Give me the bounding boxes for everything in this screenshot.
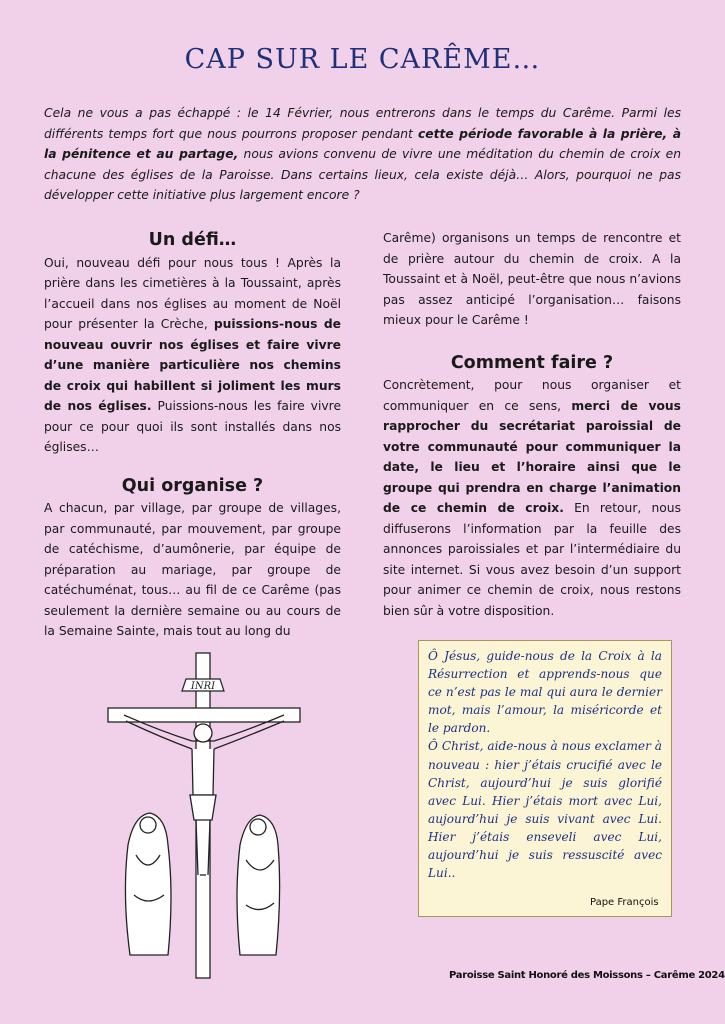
inri-label: INRI — [190, 681, 216, 692]
page-title: CAP SUR LE CARÊME… — [184, 44, 541, 75]
comment-paragraph: Concrètement, pour nous organiser et communiquer en ce sens, merci de vous rapprocher du secrétariat paroissial de votre communauté pour communiquer la date, le lieu et l’horaire ainsi que le groupe qui prendra en charge l’animation de ce chemin de croix. En retour, nous diffuserons l’information par la feuille des annonces paroissiales et par l’intermédiaire du site internet. Si vous avez besoin d’un support pour animer ce chemin de croix, nous restons bien sûr à votre disposition. — [383, 378, 681, 618]
column-left — [44, 230, 341, 642]
column-right — [383, 228, 681, 621]
qui-paragraph-continued: Carême) organisons un temps de rencontre et de prière autour du chemin de croix. A la Toussaint et à Noël, peut-être que nous n’avions pas assez anticipé l’organisation… faisons mieux pour le Carême ! — [383, 231, 681, 327]
crucifixion-illustration — [100, 645, 310, 990]
prayer-paragraph-1: Ô Jésus, guide-nous de la Croix à la Résurrection et apprends-nous que ce n’est pas le mal qui aura le dernier mot, mais l’amour, la miséricorde et le pardon. — [428, 649, 662, 736]
intro-paragraph: Cela ne vous a pas échappé : le 14 Février, nous entrerons dans le temps du Carême. Parmi les différents temps fort que nous pourrons proposer pendant cette période favorable à la prière, à la pénitence et au partage, nous avions convenu de vivre une méditation du chemin de croix en chacune des églises de la Paroisse. Dans certains lieux, cela existe déjà… Alors, pourquoi ne pas développer cette initiative plus largement encore ? — [44, 106, 681, 202]
heading-qui-organise: Qui organise ? — [121, 475, 264, 496]
footer: Paroisse Saint Honoré des Moissons – Carême 2024 — [449, 970, 725, 981]
qui-paragraph: A chacun, par village, par groupe de villages, par communauté, par mouvement, par groupe de catéchisme, d’aumônerie, par équipe de préparation au mariage, par groupe de catéchuménat, tous… au fil de ce Carême (pas seulement la dernière semaine ou au cours de la Semaine Sainte, mais tout au long du — [44, 501, 341, 638]
heading-comment-faire: Comment faire ? — [450, 352, 614, 373]
prayer-box — [418, 640, 672, 917]
defi-paragraph: Oui, nouveau défi pour nous tous ! Après la prière dans les cimetières à la Toussaint, après l’accueil dans nos églises au moment de Noël pour présenter la Crèche, puissions-nous de nouveau ouvrir nos églises et faire vivre d’une manière particulière nos chemins de croix qui habillent si joliment les murs de nos églises. Puissions-nous les faire vivre pour ce pour quoi ils sont installés dans nos églises… — [44, 255, 342, 454]
prayer-paragraph-2: Ô Christ, aide-nous à nous exclamer à nouveau : hier j’étais crucifié avec le Christ, aujourd’hui je suis glorifié avec Lui. Hier j’étais mort avec Lui, aujourd’hui je suis vivant avec Lui. Hier j’étais enseveli avec Lui, aujourd’hui je suis ressuscité avec Lui.. — [428, 739, 662, 881]
heading-un-defi: Un défi… — [148, 230, 237, 250]
prayer-signature: Pape François — [590, 897, 659, 908]
